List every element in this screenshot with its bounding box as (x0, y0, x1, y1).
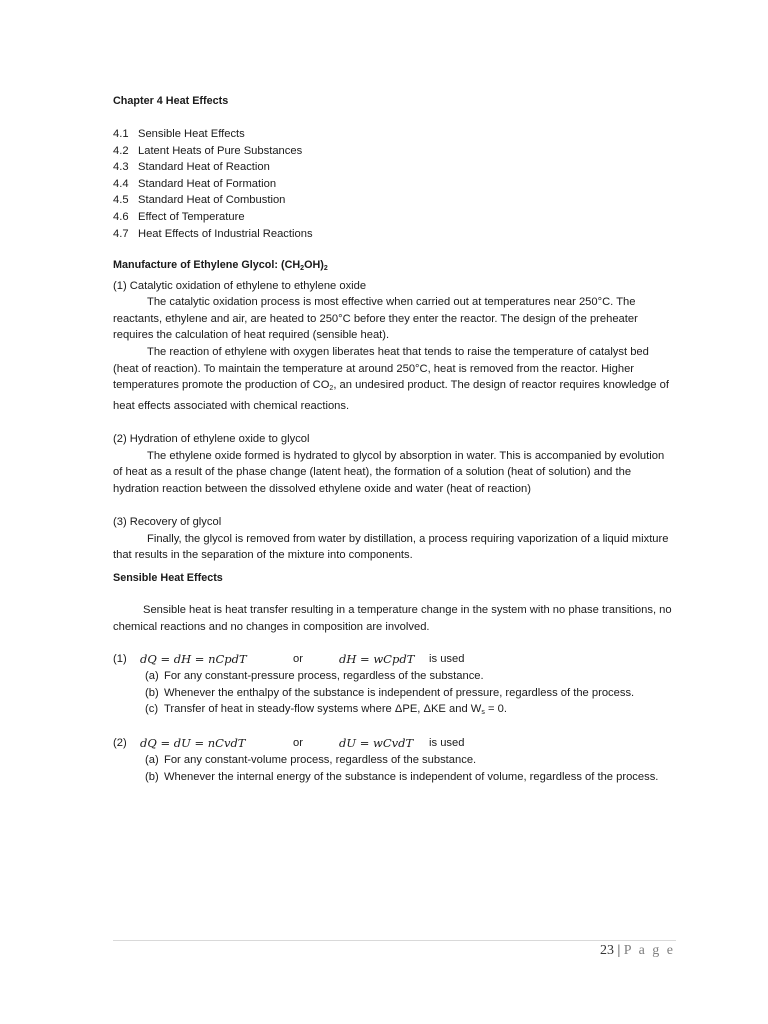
equation-or: or (293, 737, 303, 749)
toc-item: 4.5 Standard Heat of Combustion (113, 194, 286, 207)
toc-item: 4.3 Standard Heat of Reaction (113, 161, 270, 174)
list-item: (c) Transfer of heat in steady-flow systems where ΔPE, ΔKE and $W_s = 0$. (145, 703, 507, 717)
toc-item: 4.2 Latent Heats of Pure Substances (113, 144, 303, 157)
page-number: 23 (599, 943, 614, 958)
equation-lhs: dQ = dU = nCvdT (140, 736, 246, 750)
equation-1-conditions (145, 668, 685, 722)
sensible-intro: Sensible heat is heat transfer resulting in a temperature change in the system with no phase transitions, no chemical reactions and no changes in composition are involved. (113, 604, 672, 633)
step1-paragraph-2: The reaction of ethylene with oxygen liberates heat that tends to raise the temperature of catalyst bed (heat of reaction). To maintain the temperature at around 250°C, heat is removed from the reactor. Higher temperatures promote the production of $CO_2$, an undesired product. The design of reactor requires knowledge of heat effects associated with chemical reactions. (113, 345, 669, 412)
list-item: (a) For any constant-pressure process, regardless of the substance. (145, 670, 484, 682)
page-word: P a g e (623, 943, 675, 958)
toc-item: 4.6 Effect of Temperature (113, 210, 245, 223)
step2-paragraph: The ethylene oxide formed is hydrated to glycol by absorption in water. This is accompanied by evolution of heat as a result of the phase change (latent heat), the formation of a solution (heat of solution) and the hydration reaction between the dissolved ethylene oxide and water (heat of reaction) (113, 449, 665, 495)
chapter-title: Chapter 4 Heat Effects (113, 95, 229, 107)
step3-title: (3) Recovery of glycol (113, 515, 222, 528)
list-item: (a) For any constant-volume process, regardless of the substance. (145, 754, 477, 766)
equation-number: (2) (113, 737, 127, 749)
equation-rhs: dH = wCpdT (339, 652, 415, 666)
sensible-heading: Sensible Heat Effects (113, 572, 223, 584)
equation-2-conditions (145, 752, 685, 785)
manufacture-heading: Manufacture of Ethylene Glycol: $(CH_2OH)_2$ (113, 259, 328, 272)
footer-divider (113, 940, 676, 941)
manufacture-section (113, 257, 676, 564)
list-item: (b) Whenever the enthalpy of the substance is independent of pressure, regardless of the process. (145, 686, 635, 699)
list-item: (b) Whenever the internal energy of the substance is independent of volume, regardless of the process. (145, 770, 659, 783)
equation-or: or (293, 653, 303, 665)
equation-lhs: dQ = dH = nCpdT (140, 652, 247, 666)
toc-item: 4.4 Standard Heat of Formation (113, 177, 277, 190)
equation-tail: is used (429, 737, 465, 749)
toc-item: 4.7 Heat Effects of Industrial Reactions (113, 227, 313, 240)
toc-item: 4.1 Sensible Heat Effects (113, 128, 245, 140)
step1-paragraph: The catalytic oxidation process is most effective when carried out at temperatures near 250°C. The reactants, ethylene and air, are heated to 250°C before they enter the reactor. The design of the preheater requires the calculation of heat required (sensible heat). (113, 296, 638, 342)
equation-number: (1) (113, 653, 127, 665)
page-footer: 23 | P a g e (599, 943, 675, 958)
equation-rhs: dU = wCvdT (339, 736, 414, 750)
table-of-contents (113, 126, 313, 242)
step1-title: (1) Catalytic oxidation of ethylene to ethylene oxide (113, 279, 367, 292)
step2-title: (2) Hydration of ethylene oxide to glycol (113, 432, 310, 445)
step3-paragraph: Finally, the glycol is removed from water by distillation, a process requiring vaporization of a liquid mixture that results in the separation of the mixture into components. (113, 532, 669, 562)
equation-tail: is used (429, 653, 465, 665)
